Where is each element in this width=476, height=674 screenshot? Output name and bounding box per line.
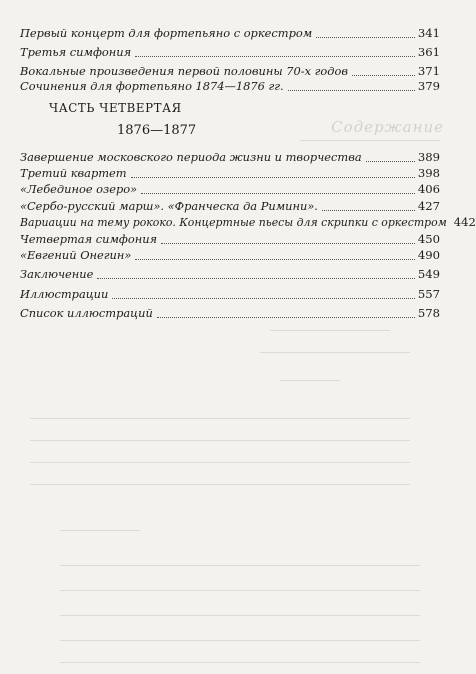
toc-entry: [20, 166, 440, 182]
toc-entry: [20, 306, 440, 322]
toc-entry-title: «Сербо-русский марш». «Франческа да Римини».: [20, 199, 318, 213]
toc-entry-page: 427: [417, 199, 440, 213]
dot-leader: [161, 243, 415, 244]
toc-entry: [20, 267, 440, 283]
toc-entry-page: 371: [417, 64, 440, 78]
toc-entry-title: Заключение: [20, 267, 94, 281]
dot-leader: [288, 90, 415, 91]
bleed-through-line: [60, 530, 140, 531]
toc-entry-title: Сочинения для фортепьяно 1874—1876 гг.: [20, 79, 284, 93]
dot-leader: [135, 56, 415, 57]
dot-leader: [135, 259, 415, 260]
bleed-through-line: [60, 590, 420, 591]
dot-leader: [97, 278, 414, 279]
toc-entry-title: Завершение московского периода жизни и творчества: [20, 150, 362, 164]
toc-entry-page: 398: [417, 166, 440, 180]
toc-entry-title: Иллюстрации: [20, 287, 109, 301]
bleed-through-line: [260, 352, 410, 353]
toc-entry-title: Четвертая симфония: [20, 232, 158, 246]
part-heading: ЧАСТЬ ЧЕТВЕРТАЯ: [49, 101, 182, 115]
dot-leader: [131, 177, 415, 178]
toc-entry: [20, 182, 440, 198]
toc-entry: [20, 45, 440, 61]
toc-entry: [20, 26, 440, 42]
toc-entry-page: 450: [417, 232, 440, 246]
bleed-through-line: [270, 330, 390, 331]
toc-entry-page: 341: [417, 26, 440, 40]
toc-entry-page: 549: [417, 267, 440, 281]
toc-entry-title: «Евгений Онегин»: [20, 248, 132, 262]
dot-leader: [141, 193, 415, 194]
toc-entry-title: Вариации на тему рококо. Концертные пьесы для скрипки с оркестром: [20, 216, 447, 229]
dot-leader: [112, 298, 415, 299]
bleed-through-line: [60, 565, 420, 566]
dot-leader: [352, 75, 415, 76]
bleed-through-line: [60, 640, 420, 641]
toc-entry: [20, 64, 440, 80]
toc-entry: [20, 215, 476, 231]
bleed-through-line: [60, 662, 420, 663]
toc-entry-page: 578: [417, 306, 440, 320]
bleed-through-line: [300, 140, 440, 141]
dot-leader: [157, 317, 415, 318]
toc-entry: [20, 150, 440, 166]
toc-entry-title: Список иллюстраций: [20, 306, 153, 320]
toc-entry-title: Третья симфония: [20, 45, 132, 59]
toc-entry-page: 379: [417, 79, 440, 93]
toc-entry-title: Вокальные произведения первой половины 70-х годов: [20, 64, 348, 78]
toc-entry-title: «Лебединое озеро»: [20, 182, 138, 196]
dot-leader: [316, 37, 415, 38]
bleed-through-line: [60, 615, 420, 616]
toc-entry-page: 406: [417, 182, 440, 196]
toc-entry-page: 389: [417, 150, 440, 164]
dot-leader: [366, 161, 415, 162]
toc-entry-title: Третий квартет: [20, 166, 127, 180]
toc-entry: [20, 248, 440, 264]
bleed-through-line: [30, 462, 410, 463]
bleed-through-line: [30, 484, 410, 485]
part-years: 1876—1877: [117, 123, 197, 138]
dot-leader: [322, 210, 415, 211]
bleed-through-line: [30, 418, 410, 419]
toc-entry: [20, 287, 440, 303]
toc-entry-page: 490: [417, 248, 440, 262]
bleed-through-line: [30, 440, 410, 441]
toc-entry: [20, 79, 440, 95]
toc-entry: [20, 199, 440, 215]
toc-entry-page: 557: [417, 287, 440, 301]
toc-entry-page: 361: [417, 45, 440, 59]
bleed-through-line: [280, 380, 340, 381]
toc-entry: [20, 232, 440, 248]
toc-entry-page: 442: [453, 215, 476, 229]
toc-entry-title: Первый концерт для фортепьяно с оркестром: [20, 26, 313, 40]
bleed-through-heading: Содержание: [331, 118, 444, 136]
